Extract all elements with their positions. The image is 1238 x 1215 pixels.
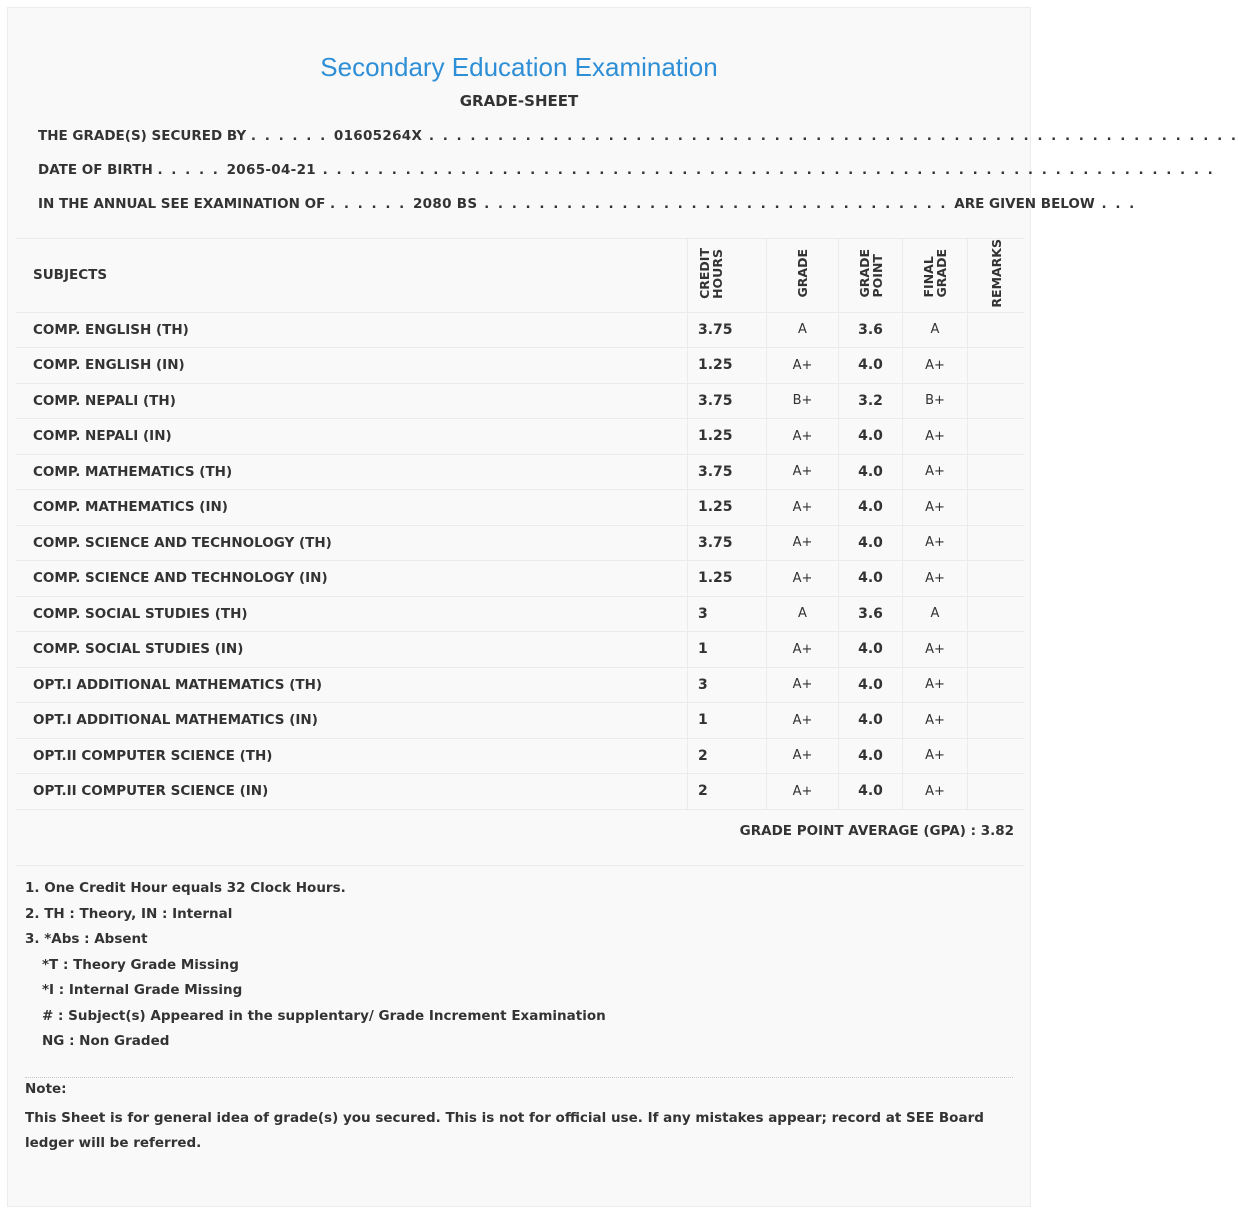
credit-hours-cell: 1 [688, 632, 767, 668]
remarks-cell [968, 312, 1025, 348]
subject-cell: COMP. SOCIAL STUDIES (IN) [16, 632, 688, 668]
final-grade-cell: A+ [903, 454, 968, 490]
subject-cell: COMP. ENGLISH (IN) [16, 348, 688, 384]
grade-sheet [7, 7, 1238, 1207]
remarks-cell [968, 596, 1025, 632]
subject-cell: OPT.II COMPUTER SCIENCE (TH) [16, 738, 688, 774]
credit-hours-cell: 3.75 [688, 454, 767, 490]
credit-hours-cell: 1.25 [688, 490, 767, 526]
final-grade-cell: A+ [903, 738, 968, 774]
grade-cell: A+ [767, 561, 839, 597]
note-label: Note: [25, 1081, 67, 1097]
remarks-cell [968, 383, 1025, 419]
remarks-cell [968, 525, 1025, 561]
subject-cell: COMP. MATHEMATICS (TH) [16, 454, 688, 490]
grade-point-cell: 3.2 [839, 383, 903, 419]
legend-list [25, 876, 606, 1055]
gpa-value: 3.82 [980, 823, 1014, 839]
final-grade-cell: A+ [903, 632, 968, 668]
table-row [16, 738, 1024, 774]
table-row [16, 312, 1024, 348]
grade-cell: A [767, 312, 839, 348]
grade-point-cell: 4.0 [839, 703, 903, 739]
grades-table [16, 238, 1024, 810]
table-row [16, 454, 1024, 490]
table-row [16, 596, 1024, 632]
final-grade-cell: A+ [903, 348, 968, 384]
final-grade-cell: B+ [903, 383, 968, 419]
credit-hours-cell: 1.25 [688, 348, 767, 384]
grade-cell: A+ [767, 667, 839, 703]
grade-cell: A+ [767, 632, 839, 668]
grade-point-cell: 4.0 [839, 632, 903, 668]
divider [25, 1077, 1013, 1078]
page-title: Secondary Education Examination [320, 52, 718, 82]
subject-cell: OPT.I ADDITIONAL MATHEMATICS (IN) [16, 703, 688, 739]
grade-point-cell: 4.0 [839, 738, 903, 774]
table-header-row [16, 239, 1024, 313]
table-row [16, 632, 1024, 668]
final-grade-cell: A+ [903, 667, 968, 703]
credit-hours-cell: 3.75 [688, 525, 767, 561]
dob-label: DATE OF BIRTH [38, 162, 153, 178]
final-grade-cell: A+ [903, 419, 968, 455]
credit-hours-cell: 3.75 [688, 312, 767, 348]
remarks-cell [968, 490, 1025, 526]
remarks-cell [968, 561, 1025, 597]
credit-hours-cell: 1.25 [688, 419, 767, 455]
page-subtitle: GRADE-SHEET [459, 92, 579, 110]
legend-item: *T : Theory Grade Missing [42, 956, 239, 973]
dob-line: DATE OF BIRTH . . . . . 2065-04-21 . . . . . . . . . . . . . . . . . . . . . . . . . . . . . . . . . . . . . . . . . . . . . . . . . . . . . . . . . . . . . . . . . [38, 162, 1215, 178]
subject-cell: OPT.II COMPUTER SCIENCE (IN) [16, 774, 688, 810]
subject-cell: COMP. ENGLISH (TH) [16, 312, 688, 348]
credit-hours-cell: 1 [688, 703, 767, 739]
table-row [16, 561, 1024, 597]
header-grade-point: GRADE POINT [839, 239, 903, 313]
final-grade-cell: A+ [903, 703, 968, 739]
remarks-cell [968, 738, 1025, 774]
legend-item: NG : Non Graded [42, 1033, 170, 1049]
grade-point-cell: 4.0 [839, 774, 903, 810]
grade-point-cell: 3.6 [839, 312, 903, 348]
final-grade-cell: A+ [903, 525, 968, 561]
secured-by-line: THE GRADE(S) SECURED BY . . . . . . 01605264X . . . . . . . . . . . . . . . . . . . . . . . . . . . . . . . . . . . . . . . . . . . . . . . . . . . . . . . . . . . [38, 128, 1238, 144]
legend-item: 1. One Credit Hour equals 32 Clock Hours. [25, 880, 346, 896]
final-grade-cell: A+ [903, 490, 968, 526]
grade-cell: A+ [767, 490, 839, 526]
symbol-number: 01605264X [333, 128, 423, 144]
grade-cell: A+ [767, 774, 839, 810]
credit-hours-cell: 1.25 [688, 561, 767, 597]
exam-year: 2080 BS [412, 196, 478, 212]
credit-hours-cell: 3 [688, 596, 767, 632]
grade-cell: A+ [767, 703, 839, 739]
gpa-summary [740, 823, 1014, 839]
note-text: This Sheet is for general idea of grade(s) you secured. This is not for official use. If any mistakes appear; record at SEE Board ledger will be referred. [25, 1110, 984, 1151]
legend-item: # : Subject(s) Appeared in the supplentary/ Grade Increment Examination [42, 1007, 606, 1024]
gpa-row [16, 795, 1024, 866]
exam-line: IN THE ANNUAL SEE EXAMINATION OF . . . . . . 2080 BS . . . . . . . . . . . . . . . . . . . . . . . . . . . . . . . . . . ARE GIVEN BELOW . . . [38, 196, 1137, 212]
credit-hours-cell: 3 [688, 667, 767, 703]
grades-table-body [16, 312, 1024, 809]
given-below-label: ARE GIVEN BELOW [954, 196, 1095, 212]
grade-cell: A+ [767, 419, 839, 455]
legend-item: 2. TH : Theory, IN : Internal [25, 905, 233, 922]
subject-cell: COMP. SCIENCE AND TECHNOLOGY (TH) [16, 525, 688, 561]
grade-cell: A+ [767, 525, 839, 561]
grade-cell: A [767, 596, 839, 632]
header-remarks: REMARKS [968, 239, 1025, 313]
subject-cell: COMP. SCIENCE AND TECHNOLOGY (IN) [16, 561, 688, 597]
table-row [16, 383, 1024, 419]
grade-cell: A+ [767, 454, 839, 490]
credit-hours-cell: 2 [688, 738, 767, 774]
exam-label: IN THE ANNUAL SEE EXAMINATION OF [38, 196, 326, 212]
header-grade: GRADE [767, 239, 839, 313]
credit-hours-cell: 2 [688, 774, 767, 810]
subject-cell: OPT.I ADDITIONAL MATHEMATICS (TH) [16, 667, 688, 703]
table-row [16, 419, 1024, 455]
credit-hours-cell: 3.75 [688, 383, 767, 419]
subject-cell: COMP. MATHEMATICS (IN) [16, 490, 688, 526]
legend-item: *I : Internal Grade Missing [42, 982, 243, 998]
remarks-cell [968, 454, 1025, 490]
remarks-cell [968, 632, 1025, 668]
table-row [16, 667, 1024, 703]
final-grade-cell: A [903, 596, 968, 632]
grade-point-cell: 4.0 [839, 561, 903, 597]
remarks-cell [968, 419, 1025, 455]
remarks-cell [968, 703, 1025, 739]
gpa-label: GRADE POINT AVERAGE (GPA) : [739, 823, 976, 839]
final-grade-cell: A+ [903, 774, 968, 810]
grade-point-cell: 4.0 [839, 348, 903, 384]
grade-cell: A+ [767, 738, 839, 774]
subject-cell: COMP. NEPALI (TH) [16, 383, 688, 419]
header-final-grade: FINAL GRADE [903, 239, 968, 313]
subject-cell: COMP. SOCIAL STUDIES (TH) [16, 596, 688, 632]
header-subjects: SUBJECTS [16, 239, 688, 313]
table-row [16, 703, 1024, 739]
header-credit-hours: CREDIT HOURS [688, 239, 767, 313]
grade-point-cell: 4.0 [839, 490, 903, 526]
final-grade-cell: A+ [903, 561, 968, 597]
table-row [16, 490, 1024, 526]
grade-point-cell: 4.0 [839, 419, 903, 455]
dob-value: 2065-04-21 [226, 162, 316, 178]
grade-cell: A+ [767, 348, 839, 384]
grade-cell: B+ [767, 383, 839, 419]
remarks-cell [968, 667, 1025, 703]
legend-item: 3. *Abs : Absent [25, 931, 148, 947]
remarks-cell [968, 348, 1025, 384]
final-grade-cell: A [903, 312, 968, 348]
grade-point-cell: 4.0 [839, 525, 903, 561]
grade-point-cell: 3.6 [839, 596, 903, 632]
secured-by-label: THE GRADE(S) SECURED BY [38, 128, 247, 144]
grade-point-cell: 4.0 [839, 667, 903, 703]
table-row [16, 525, 1024, 561]
grade-point-cell: 4.0 [839, 454, 903, 490]
subject-cell: COMP. NEPALI (IN) [16, 419, 688, 455]
table-row [16, 348, 1024, 384]
